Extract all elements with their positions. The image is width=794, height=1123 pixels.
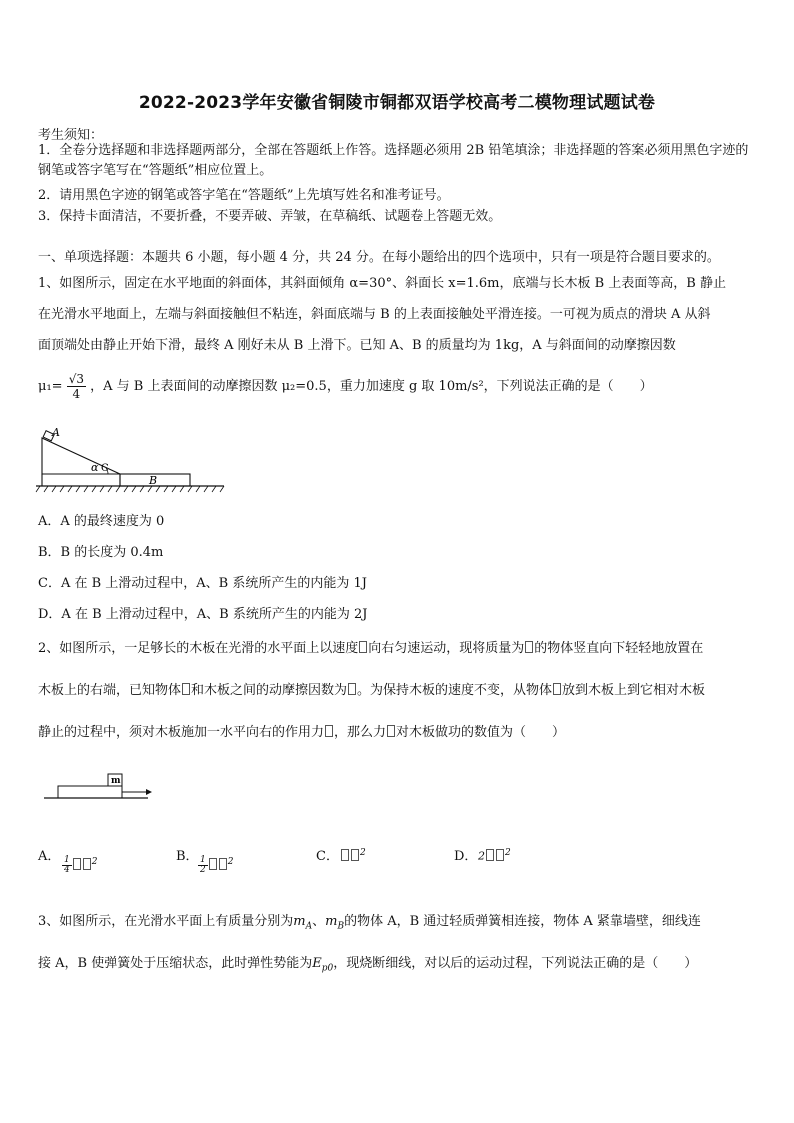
q2-option-a-label: A． bbox=[38, 849, 61, 864]
missing-symbol-icon bbox=[348, 683, 356, 695]
q2-figure bbox=[44, 772, 154, 808]
q2-line-1-b: 向右匀速运动，现将质量为 bbox=[368, 641, 525, 656]
potential-energy: $E_{p0}$ bbox=[312, 956, 334, 974]
label-b: B bbox=[149, 474, 158, 487]
q3-line-2-a: 接 A，B 使弹簧处于压缩状态，此时弹性势能为 bbox=[38, 956, 313, 971]
notice-item-2: 2．请用黑色字迹的钢笔或答字笔在“答题纸”上先填写姓名和准考证号。 bbox=[38, 188, 450, 203]
q1-line-1: 1、如图所示，固定在水平地面的斜面体，其斜面倾角 α=30°、斜面长 x=1.6m，底端与长木板 B 上表面等高，B 静止 bbox=[38, 276, 726, 291]
mu1-denominator: 4 bbox=[72, 387, 81, 401]
q2-option-b-label: B． bbox=[176, 849, 199, 864]
q2-line-2-c: 。为保持木板的速度不变，从物体 bbox=[357, 683, 553, 698]
q2-line-3-b: ，那么力 bbox=[334, 725, 387, 740]
q2-option-c-label: C． bbox=[316, 849, 339, 864]
label-a: A bbox=[52, 426, 60, 439]
q1-line-4-text: ，A 与 B 上表面间的动摩擦因数 μ₂=0.5，重力加速度 g 取 10m/s²，下列说法正确的是（ ） bbox=[90, 379, 653, 394]
q2-line-2-d: 放到木板上到它相对木板 bbox=[562, 683, 706, 698]
ground-hatching bbox=[36, 486, 224, 492]
missing-symbol-icon bbox=[182, 683, 190, 695]
q2-line-2-b: 和木板之间的动摩擦因数为 bbox=[191, 683, 348, 698]
q2-line-3 bbox=[38, 721, 565, 740]
q2-option-b-expr: $\frac{1}{2}$ $^2$ bbox=[200, 855, 234, 875]
missing-symbol-icon bbox=[359, 641, 367, 653]
q1-option-b: B．B 的长度为 0.4m bbox=[38, 545, 164, 560]
q1-option-c: C．A 在 B 上滑动过程中，A、B 系统所产生的内能为 1J bbox=[38, 576, 367, 591]
q2-line-2 bbox=[38, 679, 705, 698]
q2-line-1-a: 2、如图所示，一足够长的木板在光滑的水平面上以速度 bbox=[38, 641, 359, 656]
q3-line-1-b: 的物体 A，B 通过轻质弹簧相连接，物体 A 紧靠墙壁，细线连 bbox=[344, 914, 701, 929]
notice-heading: 考生须知： bbox=[38, 128, 104, 143]
mass-b: $m_B$ bbox=[325, 914, 345, 932]
board bbox=[58, 786, 122, 798]
q2-line-3-c: 对木板做功的数值为（ ） bbox=[396, 725, 566, 740]
q1-line-2: 在光滑水平地面上，左端与斜面接触但不粘连，斜面底端与 B 的上表面接触处平滑连接。一可视为质点的滑块 A 从斜 bbox=[38, 307, 711, 322]
q2-option-c-expr: 2 bbox=[340, 848, 366, 863]
q1-figure bbox=[36, 424, 226, 494]
page-title: 2022-2023学年安徽省铜陵市铜都双语学校高考二模物理试题试卷 bbox=[138, 93, 656, 113]
label-c: C bbox=[101, 463, 109, 474]
q2-line-1 bbox=[38, 637, 703, 656]
q3-line-2-b: ，现烧断细线，对以后的运动过程，下列说法正确的是（ ） bbox=[333, 956, 698, 971]
mu1-numerator: √3 bbox=[68, 372, 84, 386]
q2-option-a-expr: $\frac{1}{4}$ $^2$ bbox=[64, 855, 98, 875]
section-heading: 一、单项选择题：本题共 6 小题，每小题 4 分，共 24 分。在每小题给出的四个选项中，只有一项是符合题目要求的。 bbox=[38, 250, 720, 265]
q2-line-3-a: 静止的过程中，须对木板施加一水平向右的作用力 bbox=[38, 725, 325, 740]
label-alpha: α bbox=[91, 461, 99, 474]
q2-option-d-label: D． bbox=[454, 849, 478, 864]
notice-item-1: 1．全卷分选择题和非选择题两部分，全部在答题纸上作答。选择题必须用 2B 铅笔填涂；非选择题的答案必须用黑色字迹的钢笔或答字笔写在“答题纸”相应位置上。 bbox=[38, 143, 749, 178]
q1-option-a: A．A 的最终速度为 0 bbox=[38, 514, 165, 529]
q1-line-3: 面顶端处由静止开始下滑，最终 A 刚好未从 B 上滑下。已知 A、B 的质量均为 1kg，A 与斜面间的动摩擦因数 bbox=[38, 338, 676, 353]
arrow-head-icon bbox=[146, 789, 152, 795]
mass-a: $m_A$ bbox=[293, 914, 313, 932]
missing-symbol-icon bbox=[325, 725, 333, 737]
q3-line-1-a: 3、如图所示，在光滑水平面上有质量分别为 bbox=[38, 914, 294, 929]
missing-symbol-icon bbox=[387, 725, 395, 737]
q1-line-4 bbox=[38, 372, 653, 401]
q2-line-2-a: 木板上的右端，已知物体 bbox=[38, 683, 182, 698]
notice-item-3: 3．保持卡面清洁，不要折叠，不要弄破、弄皱，在草稿纸、试题卷上答题无效。 bbox=[38, 209, 502, 224]
missing-symbol-icon bbox=[553, 683, 561, 695]
label-m: m bbox=[111, 776, 121, 786]
q1-option-d: D．A 在 B 上滑动过程中，A、B 系统所产生的内能为 2J bbox=[38, 607, 368, 622]
missing-symbol-icon bbox=[525, 641, 533, 653]
mu1-label: μ₁= bbox=[38, 379, 63, 394]
mu1-fraction bbox=[67, 372, 86, 401]
q3-line-1: 3、如图所示，在光滑水平面上有质量分别为$m_A$、$m_B$的物体 A，B 通过轻质弹簧相连接，物体 A 紧靠墙壁，细线连 bbox=[38, 914, 701, 932]
q3-line-2 bbox=[38, 952, 697, 974]
q2-line-1-c: 的物体竖直向下轻轻地放置在 bbox=[534, 641, 704, 656]
q2-option-d-expr: 2 $^2$ bbox=[478, 848, 511, 863]
